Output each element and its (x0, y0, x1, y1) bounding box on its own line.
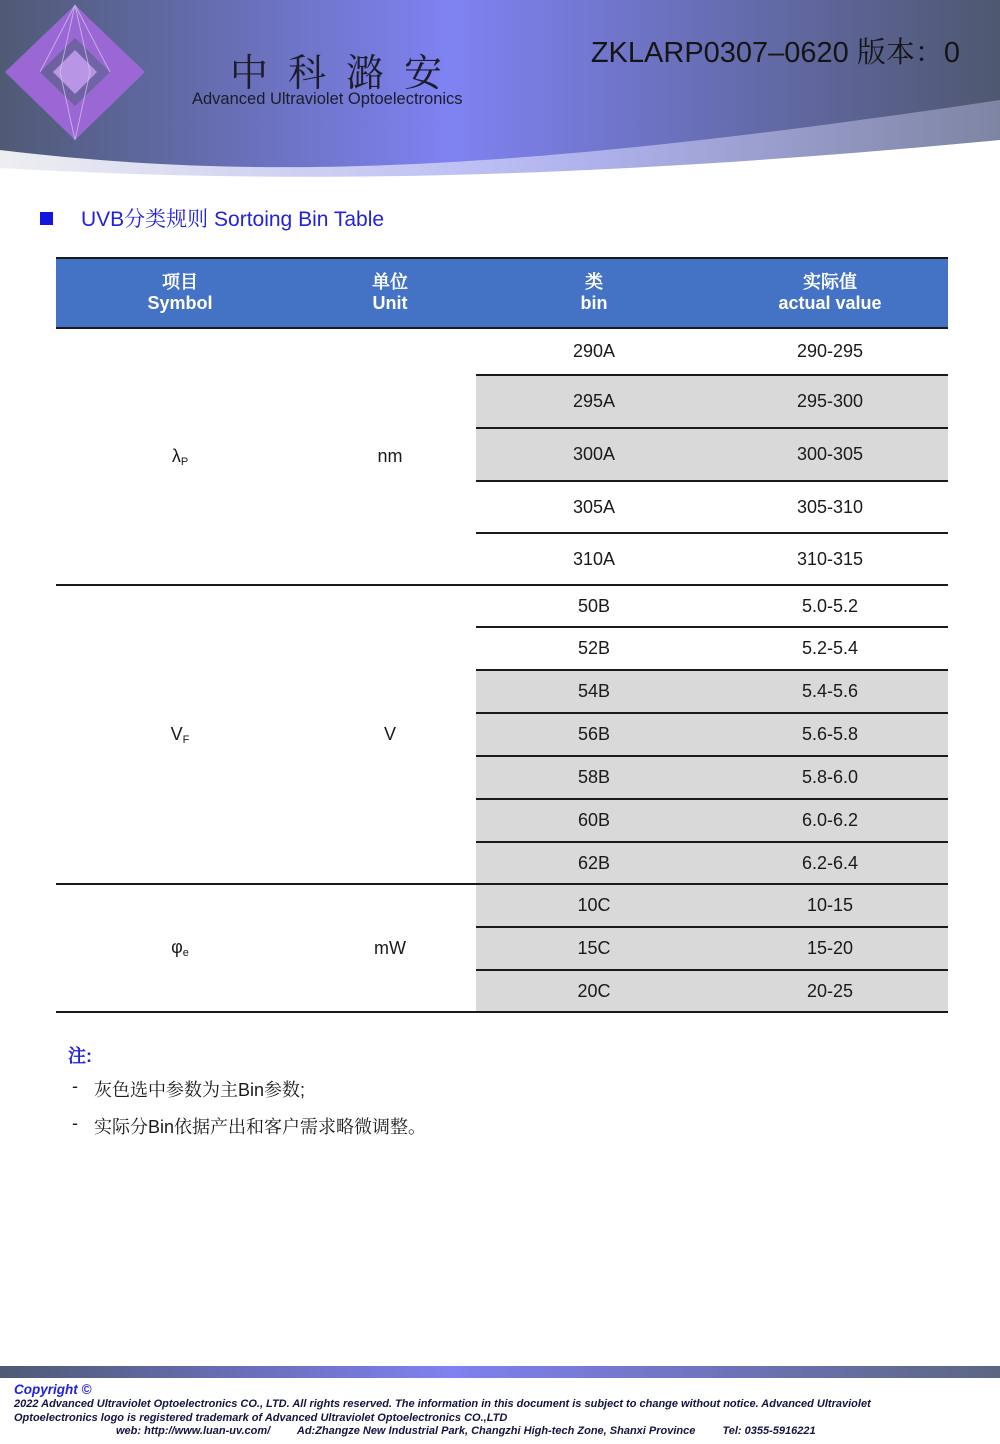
bin-actual-value: 5.2-5.4 (712, 627, 948, 670)
parameter-symbol: $\varphi_e$ (56, 884, 304, 1012)
parameter-unit: nm (304, 328, 476, 585)
bin-actual-value: 6.0-6.2 (712, 799, 948, 842)
bin-code: 290A (476, 328, 712, 375)
bin-code: 15C (476, 927, 712, 970)
bin-code: 300A (476, 428, 712, 481)
footer-legal-line1: 2022 Advanced Ultraviolet Optoelectronics CO., LTD. All rights reserved. The information in this document is subject to change without notice. Advanced Ultraviolet (14, 1398, 871, 1410)
document-id-version: ZKLARP0307–0620 版本：0 (590, 37, 960, 69)
footer-legal-line2: Optoelectronics logo is registered trademark of Advanced Ultraviolet Optoelectronics CO.,LTD (14, 1411, 508, 1424)
banner-background (0, 0, 1000, 182)
sorting-bin-table (56, 257, 948, 1013)
section-title (40, 203, 384, 233)
bin-code: 310A (476, 533, 712, 585)
note-text: 实际分Bin依据产出和客户需求略微调整。 (94, 1117, 427, 1137)
footer-tel: Tel: 0355-5916221 (722, 1425, 816, 1437)
bin-actual-value: 310-315 (712, 533, 948, 585)
bin-actual-value: 305-310 (712, 481, 948, 533)
bin-actual-value: 5.8-6.0 (712, 756, 948, 799)
notes-title: 注: (68, 1046, 92, 1066)
bin-code: 50B (476, 585, 712, 627)
company-logo (0, 0, 150, 145)
header-symbol: 项目 Symbol (56, 258, 304, 328)
table-header-row (56, 258, 948, 328)
footer-address: Ad:Zhangze New Industrial Park, Changzhi High-tech Zone, Shanxi Province (296, 1425, 696, 1437)
header-actual-value: 实际值 actual value (712, 258, 948, 328)
parameter-symbol: $V_F$ (56, 585, 304, 884)
footer-web-link[interactable]: web: http://www.luan-uv.com/ (116, 1425, 271, 1437)
bin-actual-value: 6.2-6.4 (712, 842, 948, 884)
bin-code: 305A (476, 481, 712, 533)
table-body (56, 328, 948, 1012)
bin-actual-value: 295-300 (712, 375, 948, 428)
bin-code: 62B (476, 842, 712, 884)
bin-actual-value: 290-295 (712, 328, 948, 375)
header-unit: 单位 Unit (304, 258, 476, 328)
footer-bar (0, 1366, 1000, 1378)
bin-code: 56B (476, 713, 712, 756)
header-banner (0, 0, 1000, 182)
footer-contact (14, 1425, 994, 1439)
bin-actual-value: 5.0-5.2 (712, 585, 948, 627)
parameter-unit: mW (304, 884, 476, 1012)
bin-actual-value: 5.6-5.8 (712, 713, 948, 756)
brand-name-english: Advanced Ultraviolet Optoelectronics (192, 90, 463, 108)
bin-code: 52B (476, 627, 712, 670)
header-bin: 类 bin (476, 258, 712, 328)
table-row (56, 328, 948, 375)
section-title-text: UVB分类规则 Sortoing Bin Table (81, 208, 385, 231)
parameter-symbol: $\lambda_P$ (56, 328, 304, 585)
bin-code: 54B (476, 670, 712, 713)
bin-code: 58B (476, 756, 712, 799)
note-dash: - (72, 1076, 78, 1096)
table-row (56, 585, 948, 627)
notes (68, 1042, 426, 1150)
note-item (72, 1076, 426, 1102)
parameter-unit: V (304, 585, 476, 884)
bin-actual-value: 5.4-5.6 (712, 670, 948, 713)
brand-name-chinese: 中科潞安 (230, 51, 463, 95)
footer-copyright: Copyright © (14, 1382, 92, 1397)
bin-actual-value: 15-20 (712, 927, 948, 970)
bin-actual-value: 300-305 (712, 428, 948, 481)
note-text: 灰色选中参数为主Bin参数; (94, 1080, 306, 1100)
bin-code: 60B (476, 799, 712, 842)
table-row (56, 884, 948, 927)
bin-code: 295A (476, 375, 712, 428)
bin-code: 10C (476, 884, 712, 927)
note-dash: - (72, 1113, 78, 1133)
bin-code: 20C (476, 970, 712, 1012)
note-item (72, 1113, 426, 1139)
bin-actual-value: 10-15 (712, 884, 948, 927)
square-bullet-icon (40, 212, 53, 225)
bin-actual-value: 20-25 (712, 970, 948, 1012)
footer (14, 1382, 994, 1439)
